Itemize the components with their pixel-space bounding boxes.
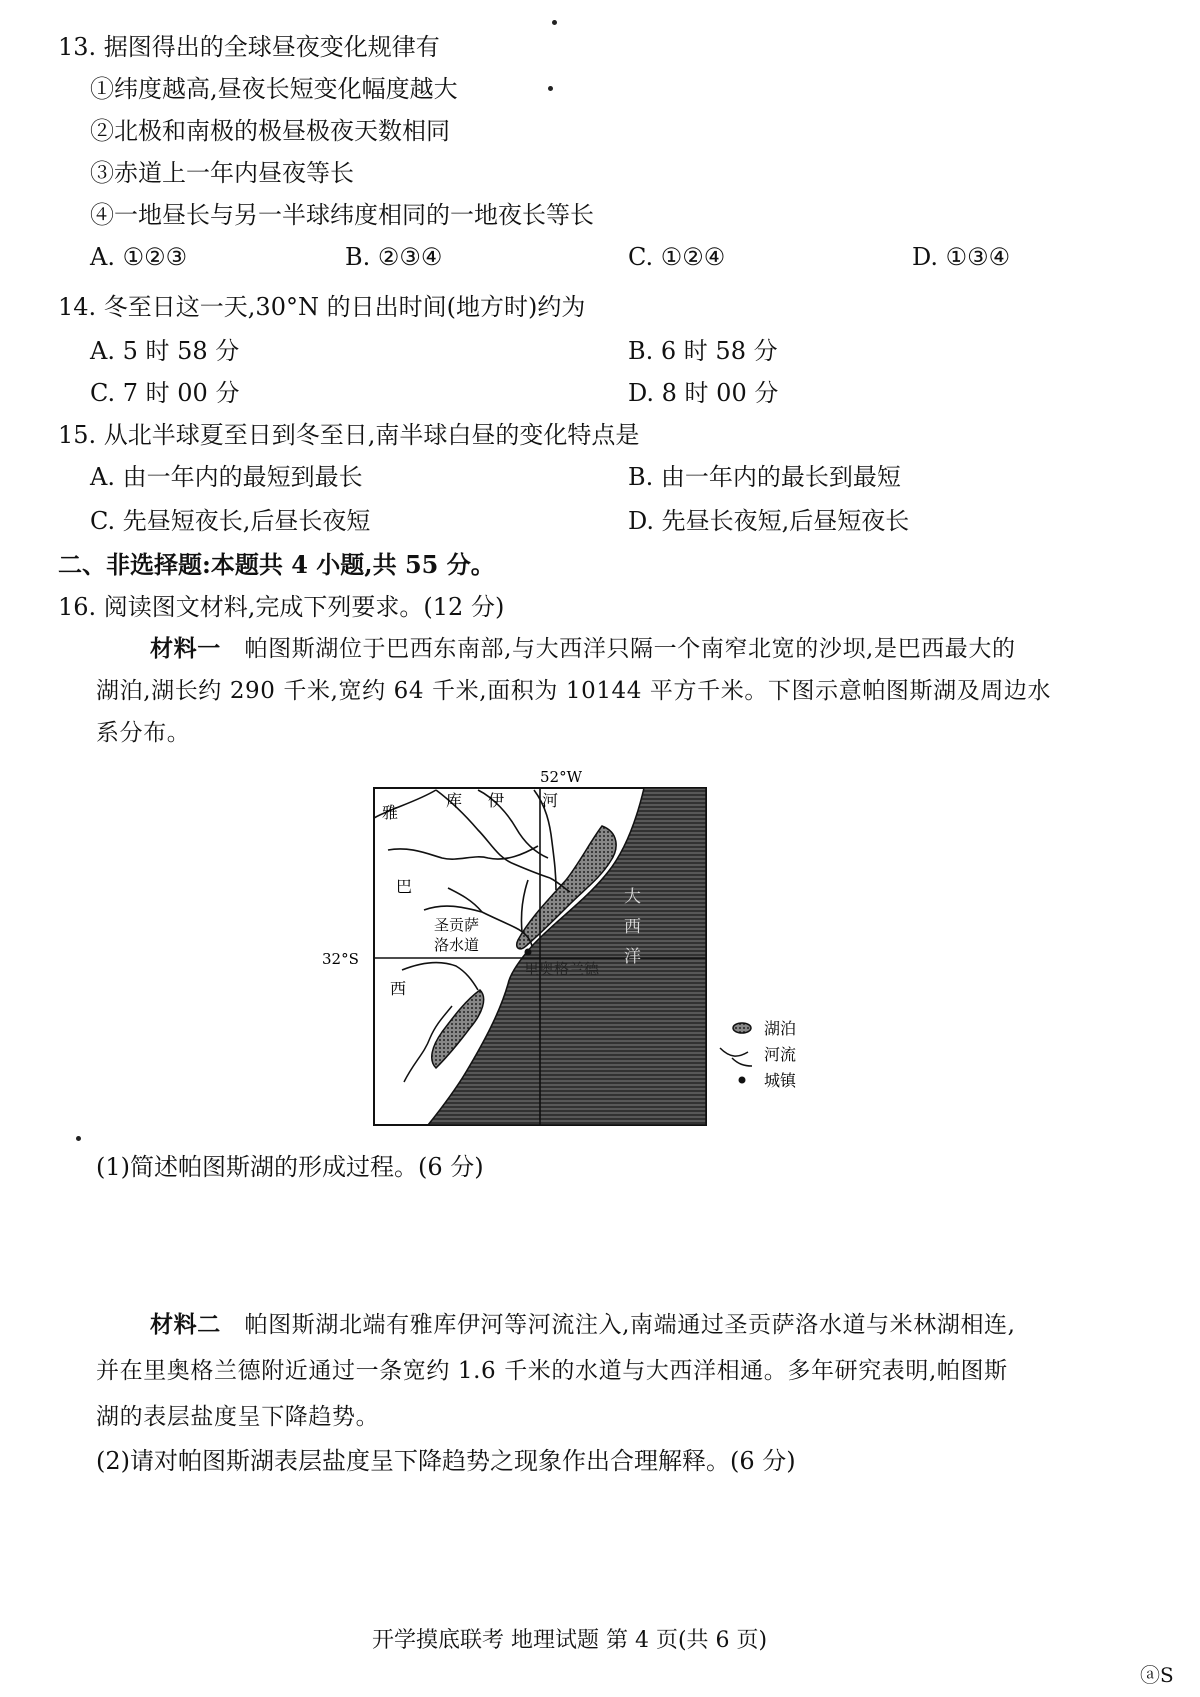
corner-mark: ⓐS bbox=[1140, 1663, 1174, 1687]
q16-material2-line1 bbox=[150, 1310, 1016, 1340]
scan-speck bbox=[552, 20, 557, 25]
country-label-ba: 巴 bbox=[396, 877, 413, 896]
material1-text: 帕图斯湖位于巴西东南部,与大西洋只隔一个南窄北宽的沙坝,是巴西最大的 bbox=[244, 636, 1016, 662]
q16-sub1-answer-area[interactable] bbox=[96, 1190, 1106, 1300]
material1-label: 材料一 bbox=[150, 635, 221, 662]
q13-option-c[interactable]: C. ①②④ bbox=[628, 243, 726, 271]
longitude-label: 52°W bbox=[540, 768, 583, 786]
q15-option-b[interactable]: B. 由一年内的最长到最短 bbox=[628, 463, 901, 491]
q16-material1-line3: 系分布。 bbox=[96, 720, 191, 746]
legend-lake-icon bbox=[733, 1023, 751, 1033]
channel-label-line1: 圣贡萨 bbox=[434, 916, 480, 934]
q13-option-a[interactable]: A. ①②③ bbox=[90, 243, 188, 271]
section-2-title: 二、非选择题:本题共 4 小题,共 55 分。 bbox=[58, 550, 495, 579]
q13-option-b[interactable]: B. ②③④ bbox=[345, 243, 443, 271]
q16-sub2-answer-area[interactable] bbox=[96, 1484, 1106, 1604]
q16-sub1: (1)简述帕图斯湖的形成过程。(6 分) bbox=[96, 1153, 484, 1181]
legend-lake-label: 湖泊 bbox=[764, 1019, 797, 1038]
q16-material1-line2: 湖泊,湖长约 290 千米,宽约 64 千米,面积为 10144 平方千米。下图示意帕图斯湖及周边水 bbox=[96, 678, 1052, 704]
page-footer: 开学摸底联考 地理试题 第 4 页(共 6 页) bbox=[372, 1628, 768, 1653]
q16-sub2: (2)请对帕图斯湖表层盐度呈下降趋势之现象作出合理解释。(6 分) bbox=[96, 1447, 796, 1475]
q14-option-b[interactable]: B. 6 时 58 分 bbox=[628, 337, 778, 365]
q15-stem: 15. 从北半球夏至日到冬至日,南半球白昼的变化特点是 bbox=[58, 421, 640, 449]
city-label-rio-grande: 里奥格兰德 bbox=[524, 960, 600, 978]
q15-option-a[interactable]: A. 由一年内的最短到最长 bbox=[90, 463, 363, 491]
patos-lagoon-map bbox=[318, 762, 898, 1132]
map-legend bbox=[720, 1019, 797, 1090]
scan-speck bbox=[76, 1136, 81, 1141]
river-label-he: 河 bbox=[542, 791, 559, 810]
q13-stem: 13. 据图得出的全球昼夜变化规律有 bbox=[58, 33, 440, 61]
legend-town-label: 城镇 bbox=[764, 1071, 797, 1090]
q15-option-d[interactable]: D. 先昼长夜短,后昼短夜长 bbox=[628, 507, 910, 535]
q13-item-4: ④一地昼长与另一半球纬度相同的一地夜长等长 bbox=[90, 201, 594, 229]
q13-item-2: ②北极和南极的极昼极夜天数相同 bbox=[90, 117, 450, 145]
town-rio-grande-marker bbox=[525, 949, 532, 956]
q13-item-1: ①纬度越高,昼夜长短变化幅度越大 bbox=[90, 75, 458, 103]
country-label-xi: 西 bbox=[390, 979, 407, 998]
legend-river-icon bbox=[720, 1048, 752, 1066]
river-label-yi: 伊 bbox=[488, 791, 505, 810]
q13-item-3: ③赤道上一年内昼夜等长 bbox=[90, 159, 354, 187]
ocean-label-xi: 西 bbox=[624, 917, 641, 937]
legend-town-icon bbox=[739, 1077, 746, 1084]
material2-label: 材料二 bbox=[150, 1311, 221, 1338]
q15-option-c[interactable]: C. 先昼短夜长,后昼长夜短 bbox=[90, 507, 371, 535]
legend-river-label: 河流 bbox=[764, 1045, 797, 1064]
river-label-ya: 雅 bbox=[382, 803, 399, 822]
ocean-label-da: 大 bbox=[624, 887, 641, 907]
q16-material2-line3: 湖的表层盐度呈下降趋势。 bbox=[96, 1404, 380, 1430]
channel-label-line2: 洛水道 bbox=[434, 936, 480, 954]
ocean-label-yang: 洋 bbox=[624, 947, 641, 967]
scan-speck bbox=[548, 86, 553, 91]
material2-text: 帕图斯湖北端有雅库伊河等河流注入,南端通过圣贡萨洛水道与米林湖相连, bbox=[244, 1312, 1016, 1338]
q16-material1-line1 bbox=[150, 634, 1016, 664]
latitude-label: 32°S bbox=[322, 950, 359, 968]
q14-stem: 14. 冬至日这一天,30°N 的日出时间(地方时)约为 bbox=[58, 293, 586, 321]
q16-stem: 16. 阅读图文材料,完成下列要求。(12 分) bbox=[58, 593, 505, 621]
river-label-ku: 库 bbox=[446, 791, 463, 810]
q14-option-d[interactable]: D. 8 时 00 分 bbox=[628, 379, 779, 407]
q14-option-a[interactable]: A. 5 时 58 分 bbox=[90, 337, 240, 365]
q14-option-c[interactable]: C. 7 时 00 分 bbox=[90, 379, 240, 407]
q13-option-d[interactable]: D. ①③④ bbox=[912, 243, 1011, 271]
q16-material2-line2: 并在里奥格兰德附近通过一条宽约 1.6 千米的水道与大西洋相通。多年研究表明,帕图斯 bbox=[96, 1358, 1008, 1384]
